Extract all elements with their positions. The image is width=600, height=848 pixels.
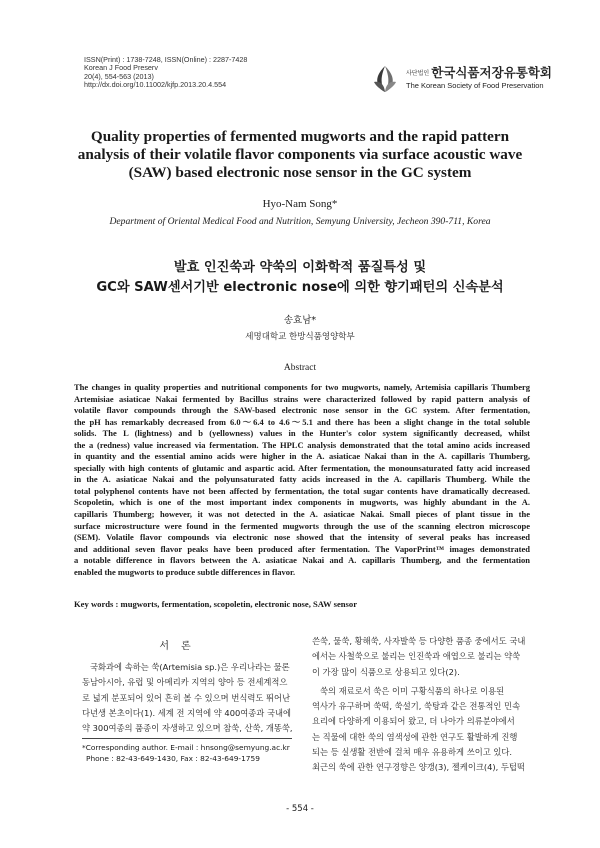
paper-title-en — [30, 128, 570, 182]
abstract-line: the pH has remarkably decreased from 6.0～6.4 to 4.6～5.1 and there has been a slight change in the total soluble — [74, 416, 530, 427]
abstract-body — [74, 382, 530, 578]
body-line: 되는 등 실생활 전반에 걸쳐 매우 유용하게 쓰이고 있다. — [312, 747, 513, 758]
body-line: 국화과에 속하는 쑥(Artemisia sp.)은 우리나라는 물론 — [90, 662, 290, 672]
body-line: 요리에 다양하게 이용되어 왔고, 더 나아가 의류분야에서 — [312, 716, 515, 727]
body-line: 쓴쑥, 물쑥, 황해쑥, 사자발쑥 등 다양한 품종 중에서도 국내 — [312, 636, 526, 646]
body-line: 는 직물에 대한 쑥의 염색성에 관한 연구도 활발하게 진행 — [312, 731, 518, 742]
title-line: analysis of their volatile flavor components via surface acoustic wave — [77, 146, 523, 163]
abstract-line: the a (redness) value increased via fermentation. The HPLC analysis demonstrated that the total amino acids increased — [74, 439, 530, 450]
body-line: 이 가장 많이 식품으로 상용되고 있다(2). — [312, 666, 460, 677]
abstract-line: surface microstructure were found in the fermented mugworts through the use of the scanning electron microscope — [74, 520, 530, 531]
body-line: 다년생 본초이다(1). 세계 전 지역에 약 400여종과 국내에 — [82, 707, 291, 718]
page-number: - 554 - — [286, 804, 314, 814]
abstract-line: and additional seven flavor peaks have been produced after fermentation. The VaporPrint™ images demonstrated — [74, 543, 530, 554]
body-line: 약 300여종의 품종이 자생하고 있으며 참쑥, 산쑥, 개똥쑥, — [82, 723, 293, 734]
affiliation-en: Department of Oriental Medical Food and Nutrition, Semyung University, Jecheon 390-711, Korea — [109, 216, 491, 227]
title-line: (SAW) based electronic nose sensor in the GC system — [128, 164, 472, 181]
body-line: 쑥의 재료로서 쑥은 이미 구황식품의 하나로 이용된 — [320, 685, 505, 696]
abstract-line: a notable difference in flavors between the A. asiaticae Nakai and A. capillaris Thumberg, and the fermentation — [74, 555, 530, 566]
issn-line: ISSN(Print) : 1738-7248, ISSN(Online) : 2287-7428 — [84, 55, 248, 64]
footnote-line: Phone : 82-43-649-1430, Fax : 82-43-649-1759 — [86, 754, 260, 763]
body-line: 로 넓게 분포되어 있어 흔히 볼 수 있으며 번식력도 뛰어난 — [82, 692, 291, 703]
paper-title-ko — [0, 258, 600, 298]
society-emblem-icon — [370, 64, 400, 94]
abstract-line: volatile flavor compounds through the SAW-based electronic nose sensor in the GC system. After fermentation, — [74, 405, 530, 416]
abstract-line: in quantity and the essential amino acids were higher in the A. asiaticae Nakai than in the A. capillaris Thumberg, — [74, 451, 530, 462]
abstract-heading: Abstract — [283, 363, 317, 373]
corresponding-author-footnote — [82, 742, 290, 764]
journal-metadata — [84, 56, 247, 90]
footnote-divider — [82, 738, 292, 739]
society-logo — [370, 63, 570, 99]
body-line: 동남아시아, 유럽 및 아메리카 지역의 양아 등 전세계적으 — [82, 677, 288, 688]
society-badge: 사단법인 — [406, 70, 430, 77]
abstract-line: Scopoletin, which is one of the most important index components in mugworts, was highly abundant in the A. — [74, 497, 530, 508]
abstract-line: (SEM). Volatile flavor compounds via electronic nose showed that the intensity of several peaks has increased — [74, 532, 530, 543]
abstract-line: The changes in quality properties and nutritional components for two mugworts, namely, Artemisia capillaris Thumberg — [74, 382, 530, 392]
author-en: Hyo-Nam Song* — [262, 198, 338, 210]
author-ko: 송효남* — [283, 315, 317, 326]
body-line: 최근의 쑥에 관한 연구경향은 양갱(3), 젤케이크(4), 두텁떡 — [312, 762, 525, 773]
journal-name: Korean J Food Preserv — [84, 63, 158, 73]
title-ko-line: GC와 SAW센서기반 electronic nose에 의한 향기패턴의 신속분석 — [96, 280, 504, 295]
abstract-line: Artemisiae asiaticae Nakai fermented by Bacillus strains were characterized followed by rapid pattern analysis of — [74, 393, 530, 404]
doi-link[interactable]: http://dx.doi.org/10.11002/kjfp.2013.20.4.554 — [84, 80, 227, 90]
section-heading-introduction: 서론 — [159, 641, 203, 652]
abstract-line: capillaris Thumberg; however, it was not detected in the A. asiaticae Nakai. Small pieces of plant tissue in the — [74, 509, 530, 520]
abstract-line: solids. The L (lightness) and b (yellowness) values in the Hunter's color system significantly decreased, whilst — [74, 428, 530, 439]
keywords: Key words : mugworts, fermentation, scopoletin, electronic nose, SAW sensor — [74, 599, 358, 609]
title-line: Quality properties of fermented mugworts and the rapid pattern — [90, 128, 510, 145]
abstract-line: enabled the mugworts to produce subtle differences in flavor. — [74, 566, 296, 577]
body-column-left — [82, 660, 292, 736]
body-line: 에서는 사철쑥으로 불리는 인진쑥과 애엽으로 불리는 약쑥 — [312, 651, 521, 662]
affiliation-ko: 세명대학교 한방식품영양학부 — [245, 332, 355, 342]
title-ko-line: 발효 인진쑥과 약쑥의 이화학적 품질특성 및 — [173, 260, 427, 275]
footnote-line: *Corresponding author. E-mail : hnsong@semyung.ac.kr — [82, 743, 290, 752]
abstract-line: specially with high contents of glutamic and aspartic acid. After fermentation, the monounsaturated fatty acid increased — [74, 462, 530, 473]
abstract-line: total polyphenol contents have not been affected by fermentation, the total sugar contents have dramatically decreased. — [74, 485, 530, 496]
society-name-ko: 한국식품저장유통학회 — [431, 65, 552, 80]
body-column-right — [312, 634, 538, 776]
society-name-en: The Korean Society of Food Preservation — [406, 81, 544, 90]
abstract-line: in the A. asiaticae Nakai and the polyunsaturated fatty acids increased in the A. capillaris Thumberg. While the — [74, 474, 530, 485]
body-line: 역사가 유구하며 쑥떡, 쑥설기, 쑥탕과 같은 전통적인 민속 — [312, 701, 521, 712]
volume-line: 20(4), 554-563 (2013) — [84, 71, 154, 81]
